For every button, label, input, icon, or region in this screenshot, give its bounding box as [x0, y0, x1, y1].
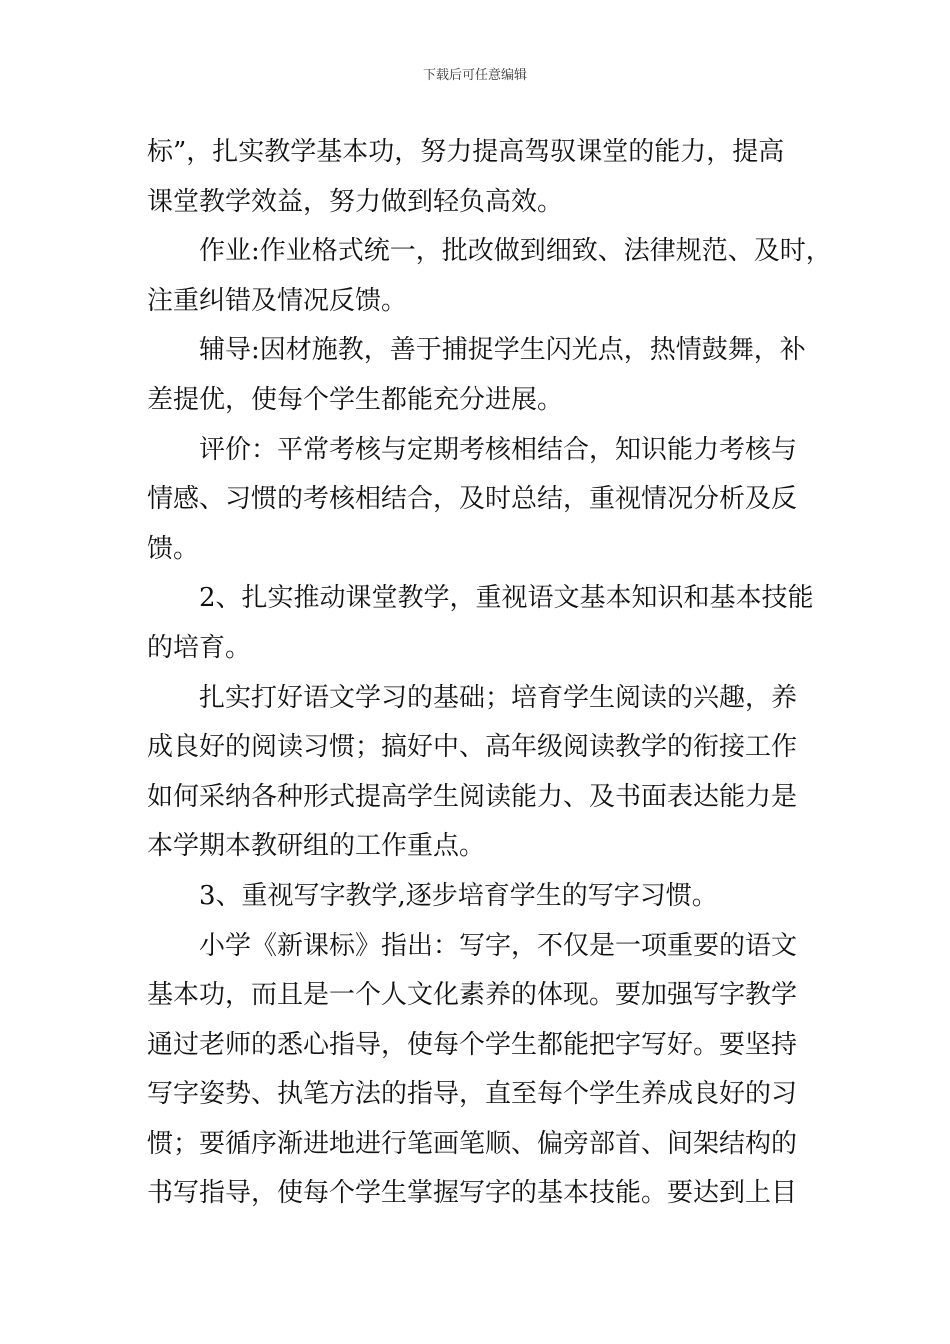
- text-line: 差提优，使每个学生都能充分进展。: [147, 384, 564, 415]
- text-line: 情感、习惯的考核相结合，及时总结，重视情况分析及反: [147, 484, 798, 515]
- header-note: 下载后可任意编辑: [422, 68, 527, 83]
- text-line: 小学《新课标》指出：写字，不仅是一项重要的语文: [147, 930, 798, 961]
- text-line: 标”，扎实教学基本功，努力提高驾驭课堂的能力，提高: [147, 137, 785, 167]
- text-line: 如何采纳各种形式提高学生阅读能力、及书面表达能力是: [147, 781, 798, 812]
- text-line: 馈。: [147, 533, 200, 564]
- text-line: 课堂教学效益，努力做到轻负高效。: [147, 186, 564, 217]
- text-line: 书写指导，使每个学生掌握写字的基本技能。要达到上目: [147, 1178, 798, 1209]
- text-line: 的培育。: [147, 632, 252, 663]
- text-line: 注重纠错及情况反馈。: [147, 285, 408, 316]
- text-line: 辅导:因材施教，善于捕捉学生闪光点，热情鼓舞，补: [147, 335, 806, 366]
- text-line: 基本功，而且是一个人文化素养的体现。要加强写字教学: [147, 980, 798, 1011]
- text-line: 本学期本教研组的工作重点。: [147, 831, 486, 862]
- text-line: 2、扎实推动课堂教学，重视语文基本知识和基本技能: [147, 583, 814, 614]
- text-line: 通过老师的悉心指导，使每个学生都能把字写好。要坚持: [147, 1029, 798, 1060]
- text-line: 惯；要循序渐进地进行笔画笔顺、偏旁部首、间架结构的: [147, 1128, 798, 1159]
- text-line: 写字姿势、执笔方法的指导，直至每个学生养成良好的习: [147, 1079, 798, 1110]
- text-line: 扎实打好语文学习的基础；培育学生阅读的兴趣，养: [147, 682, 798, 713]
- body-text: [147, 128, 832, 1219]
- text-line: 3、重视写字教学,逐步培育学生的写字习惯。: [147, 880, 718, 911]
- text-line: 评价：平常考核与定期考核相结合，知识能力考核与: [147, 434, 798, 465]
- text-line: 成良好的阅读习惯；搞好中、高年级阅读教学的衔接工作: [147, 732, 798, 763]
- text-line: 作业:作业格式统一，批改做到细致、法律规范、及时，: [147, 236, 832, 267]
